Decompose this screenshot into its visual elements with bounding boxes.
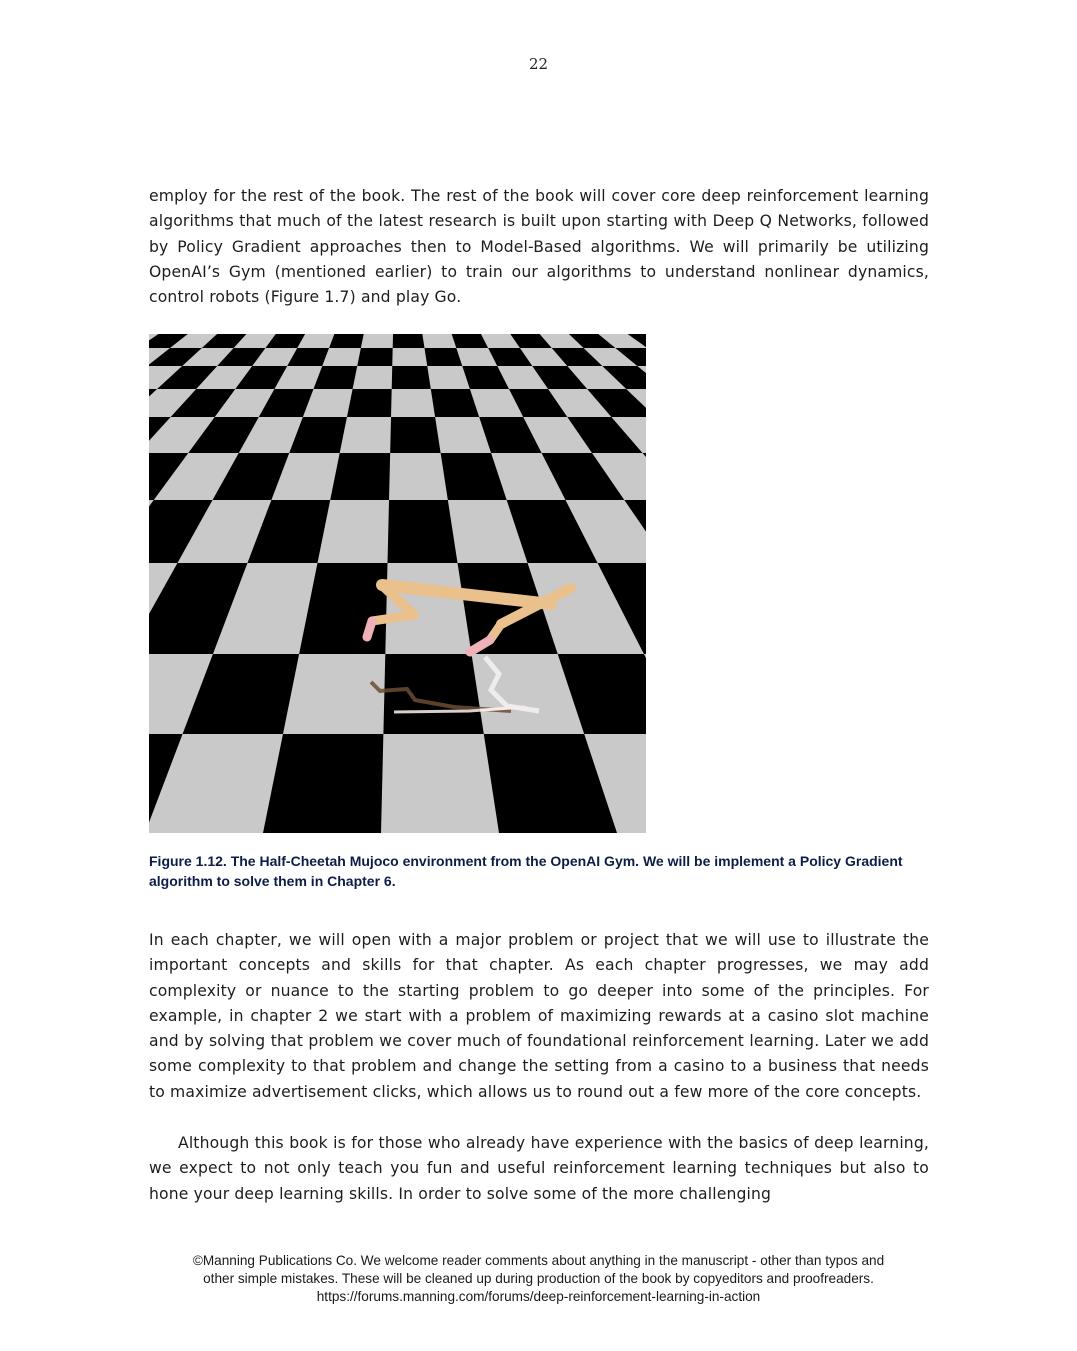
figure-caption: Figure 1.12. The Half-Cheetah Mujoco environment from the OpenAI Gym. We will be implement a Policy Gradient algorithm to solve them in Chapter 6. xyxy=(149,853,903,889)
cheetah-foot-back xyxy=(367,621,372,637)
copyright-footer xyxy=(0,1252,1077,1306)
floor-tile xyxy=(283,654,385,734)
floor-tile xyxy=(353,366,393,389)
floor-tile xyxy=(340,417,391,453)
page-number: 22 xyxy=(528,55,549,73)
footer-url: https://forums.manning.com/forums/deep-reinforcement-learning-in-action xyxy=(316,1289,761,1304)
body-paragraph-chapters: In each chapter, we will open with a major problem or project that we will use to illustrate the important concepts and skills for that chapter. As each chapter progresses, we may add complexity or nuance to the starting problem to go deeper into some of the principles. For example, in chapter 2 we start with a problem of maximizing rewards at a casino slot machine and by solving that problem we cover much of foundational reinforcement learning. Later we add some complexity to that problem and change the setting from a casino to a business that needs to maximize advertisement clicks, which allows us to round out a few more of the core concepts. xyxy=(149,931,929,1101)
half-cheetah-figure xyxy=(149,334,646,833)
body-paragraph-intro: employ for the rest of the book. The rest of the book will cover core deep reinforcement learning algorithms that much of the latest research is built upon starting with Deep Q Networks, followed by Policy Gradient approaches then to Model-Based algorithms. We will primarily be utilizing OpenAI’s Gym (mentioned earlier) to train our algorithms to understand nonlinear dynamics, control robots (Figure 1.7) and play Go. xyxy=(149,187,929,307)
floor-tile xyxy=(385,563,471,654)
body-paragraph-although: Although this book is for those who already have experience with the basics of deep learning, we expect to not only teach you fun and useful reinforcement learning techniques but also to hone your deep learning skills. In order to solve some of the more challenging xyxy=(149,1134,929,1203)
footer-line-2: other simple mistakes. These will be cleaned up during production of the book by copyeditors and proofreaders. xyxy=(203,1271,874,1286)
cheetah-shin-back xyxy=(372,615,414,621)
floor-tile xyxy=(389,453,448,500)
floor-tile xyxy=(392,348,427,366)
floor-tile xyxy=(381,734,499,833)
floor-tile xyxy=(422,334,456,348)
footer-line-1: ©Manning Publications Co. We welcome reader comments about anything in the manuscript - other than typos and xyxy=(192,1253,885,1268)
floor-tile xyxy=(361,334,393,348)
floor-tile xyxy=(391,389,435,417)
